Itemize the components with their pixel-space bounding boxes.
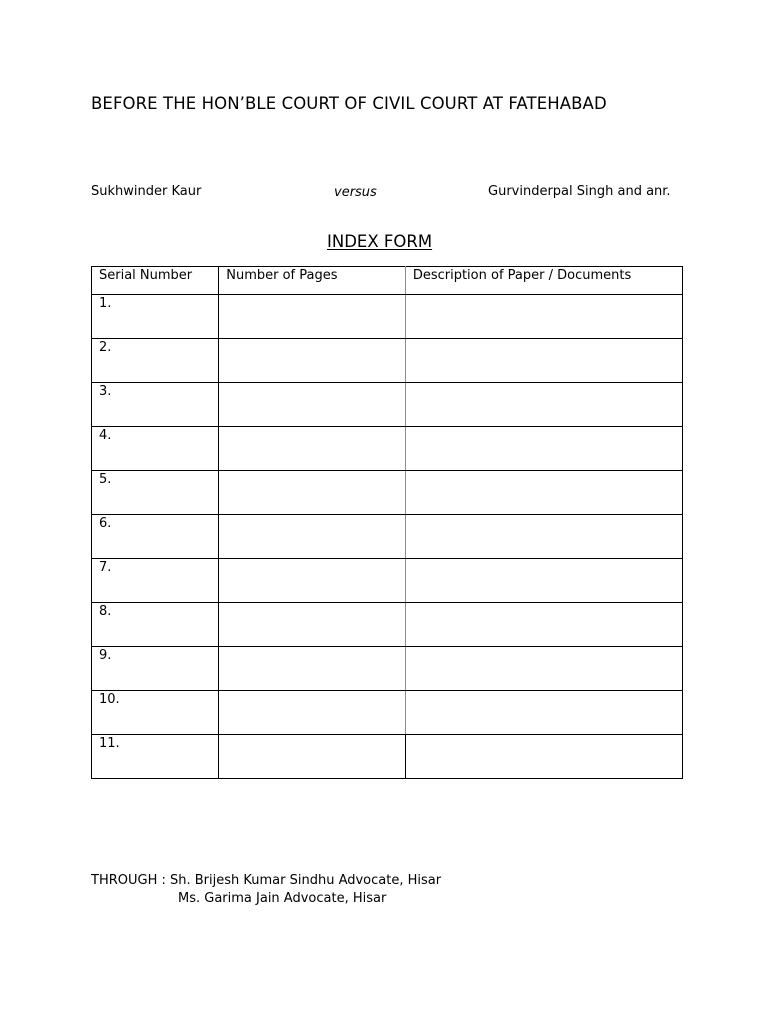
through-line-2: Ms. Garima Jain Advocate, Hisar bbox=[178, 891, 387, 906]
court-title: BEFORE THE HON’BLE COURT OF CIVIL COURT AT FATEHABAD bbox=[91, 94, 607, 113]
index-table bbox=[91, 266, 683, 779]
versus-label: versus bbox=[334, 185, 377, 200]
header-serial-number: Serial Number bbox=[92, 267, 219, 295]
table-row bbox=[92, 735, 683, 779]
description-cell bbox=[405, 295, 682, 339]
table-row bbox=[92, 339, 683, 383]
description-cell bbox=[405, 603, 682, 647]
description-cell bbox=[405, 735, 682, 779]
serial-cell: 3. bbox=[92, 383, 219, 427]
serial-cell: 4. bbox=[92, 427, 219, 471]
pages-cell bbox=[219, 383, 406, 427]
advocates-block bbox=[91, 872, 441, 908]
serial-cell: 9. bbox=[92, 647, 219, 691]
serial-cell: 2. bbox=[92, 339, 219, 383]
pages-cell bbox=[219, 427, 406, 471]
description-cell bbox=[405, 383, 682, 427]
header-description: Description of Paper / Documents bbox=[405, 267, 682, 295]
respondent-name: Gurvinderpal Singh and anr. bbox=[488, 184, 671, 199]
form-title: INDEX FORM bbox=[327, 232, 433, 251]
table-row bbox=[92, 515, 683, 559]
header-number-of-pages: Number of Pages bbox=[219, 267, 406, 295]
pages-cell bbox=[219, 735, 406, 779]
serial-cell: 5. bbox=[92, 471, 219, 515]
pages-cell bbox=[219, 559, 406, 603]
description-cell bbox=[405, 647, 682, 691]
pages-cell bbox=[219, 647, 406, 691]
description-cell bbox=[405, 427, 682, 471]
table-row bbox=[92, 647, 683, 691]
pages-cell bbox=[219, 295, 406, 339]
table-header-row bbox=[92, 267, 683, 295]
pages-cell bbox=[219, 339, 406, 383]
table-row bbox=[92, 691, 683, 735]
pages-cell bbox=[219, 691, 406, 735]
pages-cell bbox=[219, 471, 406, 515]
description-cell bbox=[405, 559, 682, 603]
table-row bbox=[92, 295, 683, 339]
serial-cell: 6. bbox=[92, 515, 219, 559]
pages-cell bbox=[219, 515, 406, 559]
serial-cell: 11. bbox=[92, 735, 219, 779]
description-cell bbox=[405, 691, 682, 735]
table-row bbox=[92, 471, 683, 515]
table-row bbox=[92, 427, 683, 471]
table-row bbox=[92, 603, 683, 647]
serial-cell: 8. bbox=[92, 603, 219, 647]
pages-cell bbox=[219, 603, 406, 647]
through-line-1: THROUGH : Sh. Brijesh Kumar Sindhu Advocate, Hisar bbox=[91, 873, 442, 888]
description-cell bbox=[405, 471, 682, 515]
serial-cell: 10. bbox=[92, 691, 219, 735]
serial-cell: 1. bbox=[92, 295, 219, 339]
petitioner-name: Sukhwinder Kaur bbox=[91, 184, 202, 199]
table-row bbox=[92, 383, 683, 427]
serial-cell: 7. bbox=[92, 559, 219, 603]
table-row bbox=[92, 559, 683, 603]
description-cell bbox=[405, 515, 682, 559]
description-cell bbox=[405, 339, 682, 383]
